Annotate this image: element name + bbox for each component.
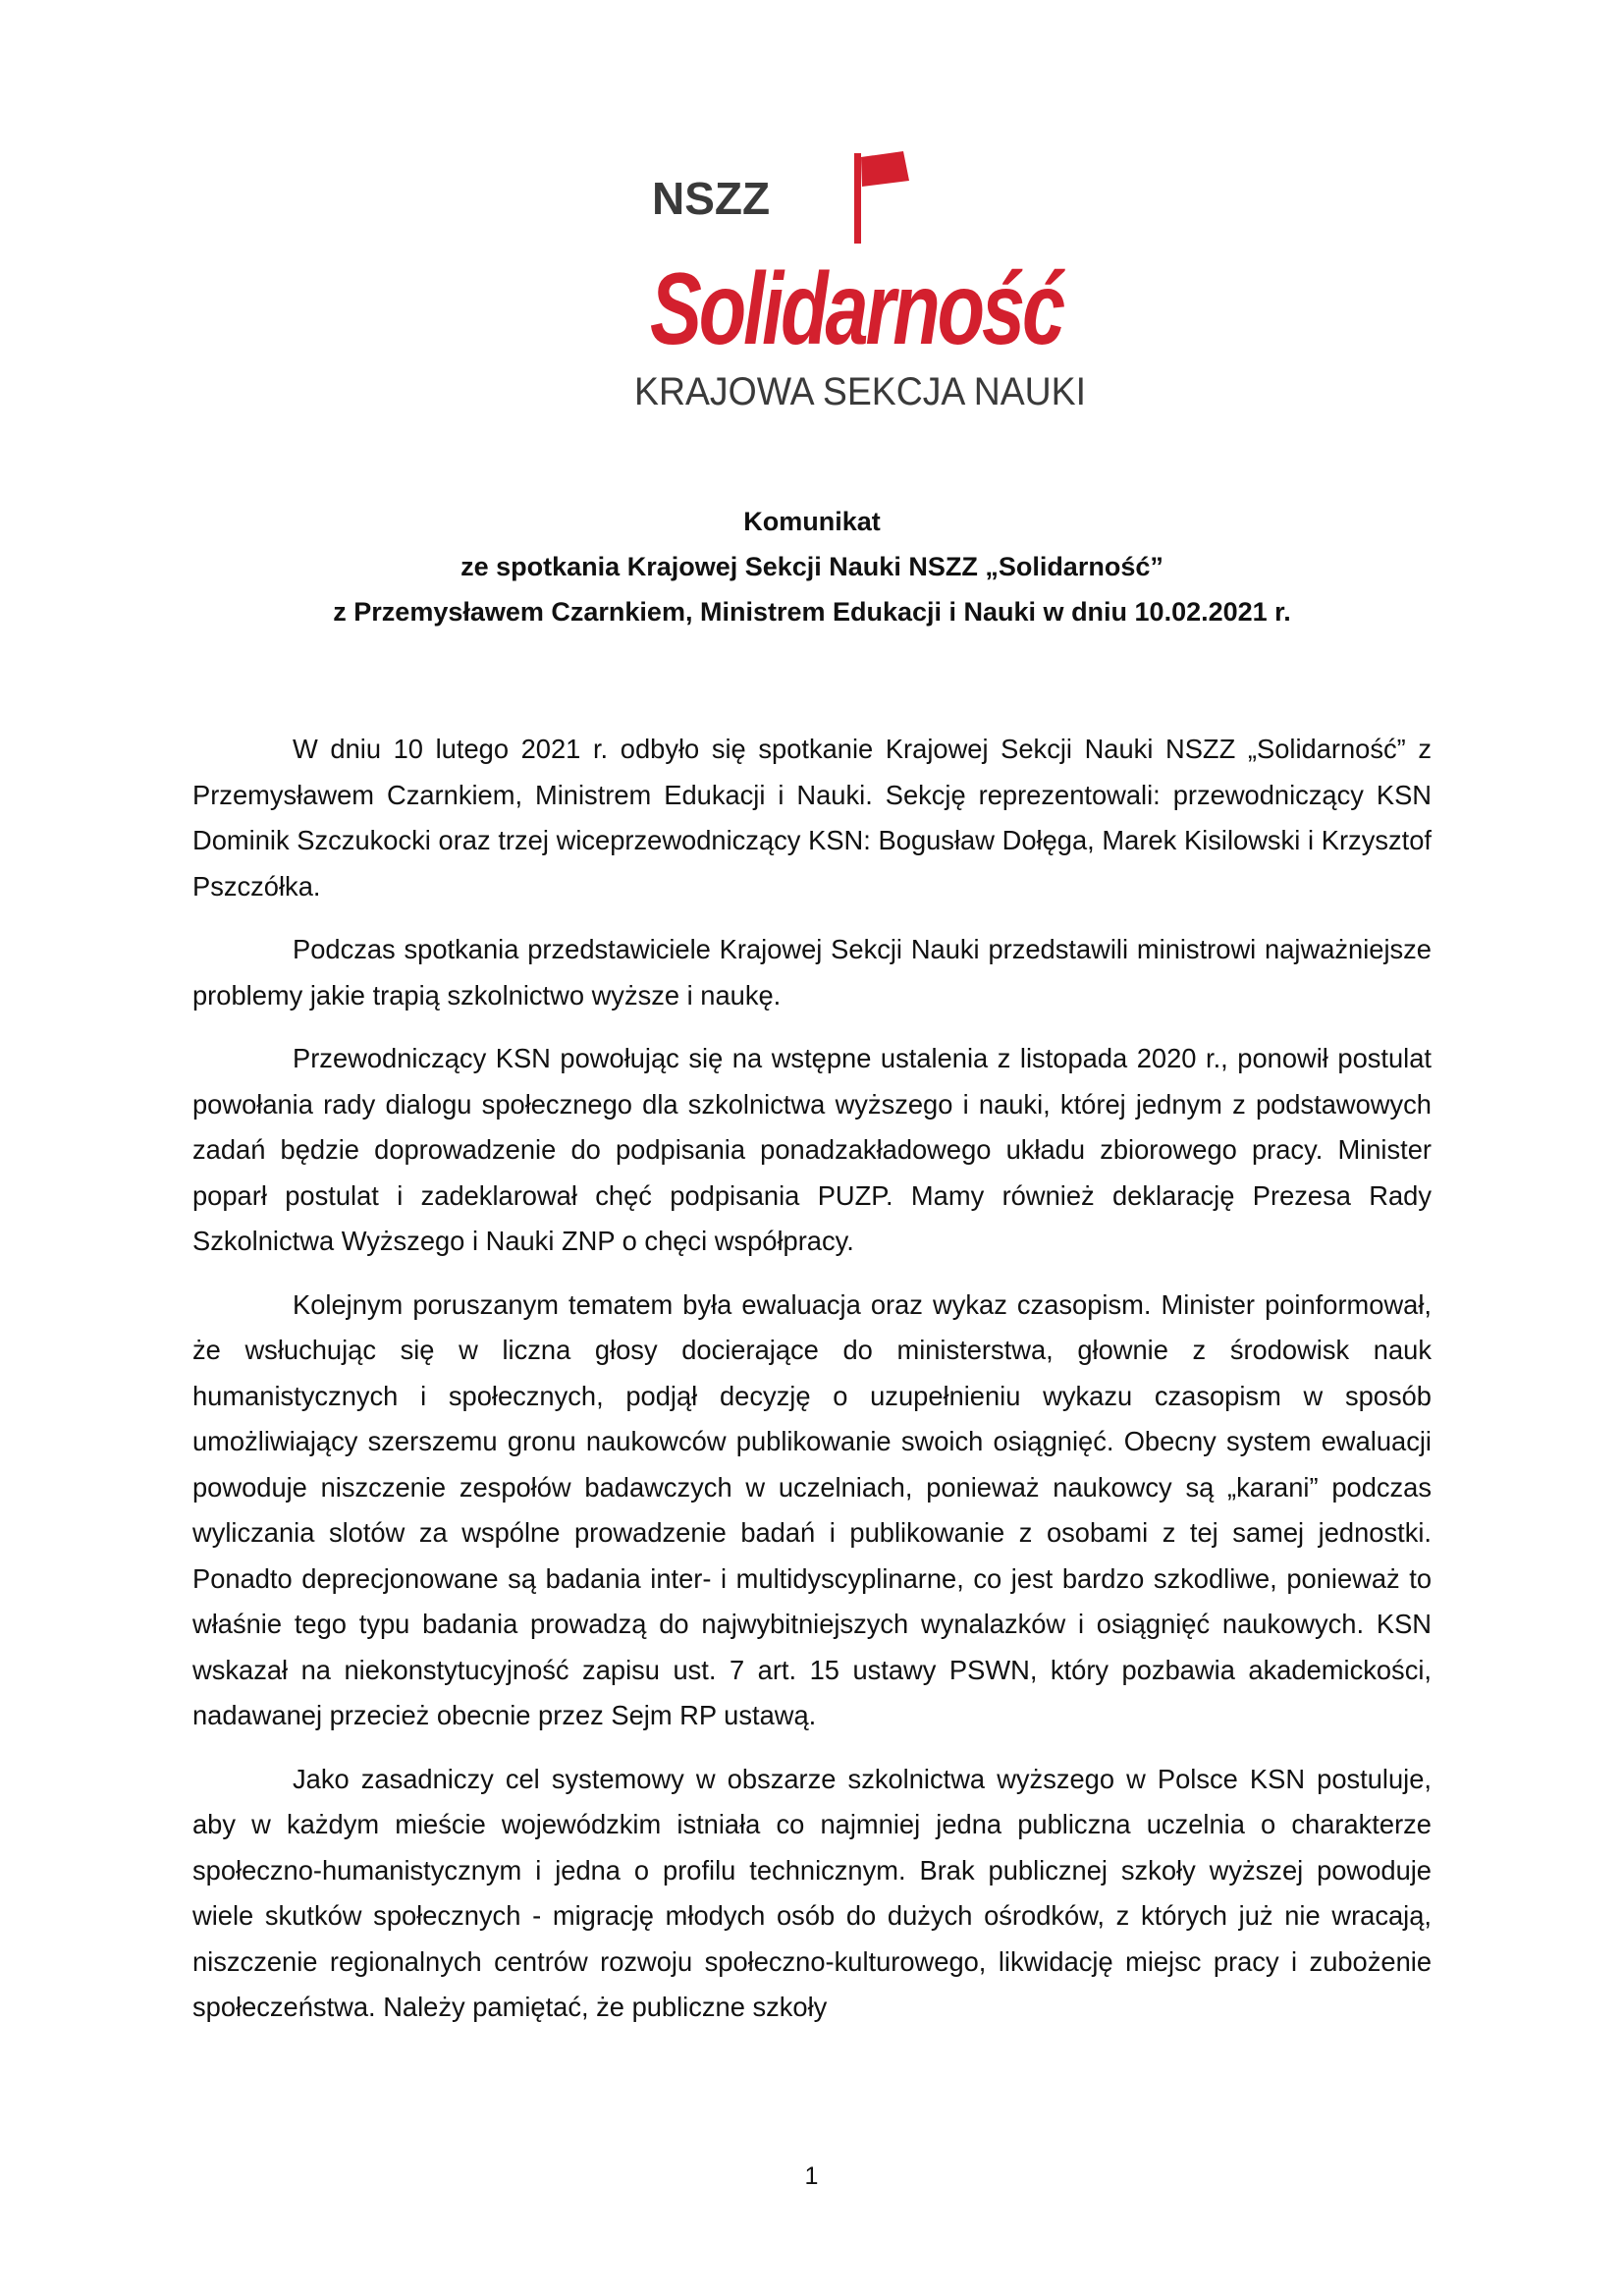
document-body — [192, 727, 1432, 2049]
logo-brand-text: Solidarność — [650, 252, 1066, 366]
paragraph: W dniu 10 lutego 2021 r. odbyło się spotkanie Krajowej Sekcji Nauki NSZZ „Solidarność” z Przemysławem Czarnkiem, Ministrem Edukacji i Nauki. Sekcję reprezentowali: przewodniczący KSN Dominik Szczukocki oraz trzej wiceprzewodniczący KSN: Bogusław Dołęga, Marek Kisilowski i Krzysztof Pszczółka. — [192, 734, 1432, 902]
paragraph: Podczas spotkania przedstawiciele Krajowej Sekcji Nauki przedstawili ministrowi najważniejsze problemy jakie trapią szkolnictwo wyższe i naukę. — [192, 934, 1432, 1011]
logo-bottom-text: KRAJOWA SEKCJA NAUKI — [634, 370, 1086, 413]
page-number: 1 — [804, 2162, 819, 2190]
heading-title: Komunikat — [743, 507, 881, 536]
heading-subtitle-2: z Przemysławem Czarnkiem, Ministrem Edukacji i Nauki w dniu 10.02.2021 r. — [333, 597, 1291, 627]
document-heading — [192, 499, 1432, 634]
paragraph: Kolejnym poruszanym tematem była ewaluacja oraz wykaz czasopism. Minister poinformował, że wsłuchując się w liczna głosy docierające do ministerstwa, głownie z środowisk nauk humanistycznych i społecznych, podjął decyzję o uzupełnieniu wykazu czasopism w sposób umożliwiający szerszemu gronu naukowców publikowanie swoich osiągnięć. Obecny system ewaluacji powoduje niszczenie zespołów badawczych w uczelniach, ponieważ naukowcy są „karani” podczas wyliczania slotów za wspólne prowadzenie badań i publikowanie z osobami z tej samej jednostki. Ponadto deprecjonowane są badania inter- i multidyscyplinarne, co jest bardzo szkodliwe, ponieważ to właśnie tego typu badania prowadzą do najwybitniejszych wynalazków i osiągnięć naukowych. KSN wskazał na niekonstytucyjność zapisu ust. 7 art. 15 ustawy PSWN, który pozbawia akademickości, nadawanej przecież obecnie przez Sejm RP ustawą. — [192, 1288, 1432, 1730]
flag-icon — [861, 151, 909, 187]
logo-nszz-text: NSZZ — [652, 173, 771, 224]
logo-graphic — [609, 147, 1119, 412]
flag-pole — [854, 153, 861, 244]
paragraph: Jako zasadniczy cel systemowy w obszarze szkolnictwa wyższego w Polsce KSN postuluje, aby w każdym mieście wojewódzkim istniała co najmniej jedna publiczna uczelnia o charakterze społeczno-humanistycznym i jedna o profilu technicznym. Brak publicznej szkoły wyższej powoduje wiele skutków społecznych - migrację młodych osób do dużych ośrodków, z których już nie wracają, niszczenie regionalnych centrów rozwoju społeczno-kulturowego, likwidację miejsc pracy i zubożenie społeczeństwa. Należy pamiętać, że publiczne szkoły — [192, 1763, 1432, 2022]
solidarnosc-logo — [609, 147, 1119, 412]
paragraph: Przewodniczący KSN powołując się na wstępne ustalenia z listopada 2020 r., ponowił postulat powołania rady dialogu społecznego dla szkolnictwa wyższego i nauki, której jednym z podstawowych zadań będzie doprowadzenie do podpisania ponadzakładowego układu zbiorowego pracy. Minister poparł postulat i zadeklarował chęć podpisania PUZP. Mamy również deklarację Prezesa Rady Szkolnictwa Wyższego i Nauki ZNP o chęci współpracy. — [192, 1043, 1432, 1256]
heading-subtitle: ze spotkania Krajowej Sekcji Nauki NSZZ „Solidarność” — [460, 552, 1163, 581]
